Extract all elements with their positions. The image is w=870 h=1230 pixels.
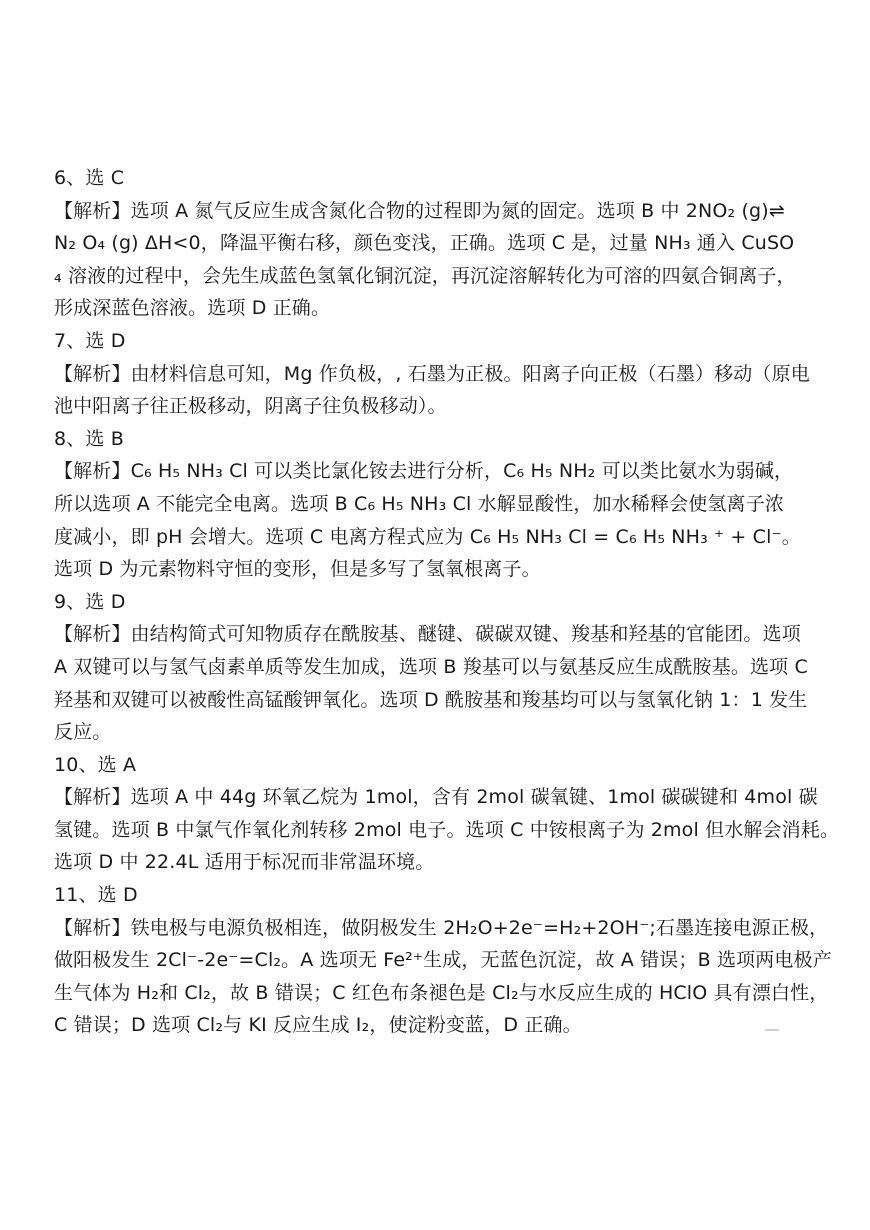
explanation-line: 【解析】铁电极与电源负极相连，做阴极发生 2H₂O+2e⁻=H₂+2OH⁻;石墨连接电源正极， — [54, 916, 829, 939]
question-11-answer: 11、选 D — [54, 884, 138, 907]
explanation-line: 【解析】选项 A 氮气反应生成含氮化合物的过程即为氮的固定。选项 B 中 2NO₂ (g)⇌ — [54, 199, 785, 222]
explanation-line: 生气体为 H₂和 Cl₂，故 B 错误；C 红色布条褪色是 Cl₂与水反应生成的 HClO 具有漂白性， — [54, 981, 829, 1004]
question-10-answer: 10、选 A — [54, 753, 137, 776]
explanation-line: 氢键。选项 B 中氯气作氧化剂转移 2mol 电子。选项 C 中铵根离子为 2mol 但水解会消耗。 — [54, 818, 840, 841]
explanation-line: 【解析】C₆ H₅ NH₃ Cl 可以类比氯化铵去进行分析，C₆ H₅ NH₂ 可以类比氨水为弱碱， — [54, 460, 794, 483]
explanation-line: 池中阳离子往正极移动，阴离子往负极移动）。 — [54, 395, 447, 418]
explanation-line: 选项 D 中 22.4L 适用于标况而非常温环境。 — [54, 851, 435, 874]
explanation-line: C 错误；D 选项 Cl₂与 KI 反应生成 I₂，使淀粉变蓝，D 正确。 — [54, 1014, 582, 1037]
explanation-line: 所以选项 A 不能完全电离。选项 B C₆ H₅ NH₃ Cl 水解显酸性，加水稀释会使氢离子浓 — [54, 492, 784, 515]
question-6-answer: 6、选 C — [54, 167, 125, 189]
explanation-line: 选项 D 为元素物料守恒的变形，但是多写了氢氧根离子。 — [54, 558, 541, 581]
explanation-line: 【解析】选项 A 中 44g 环氧乙烷为 1mol，含有 2mol 碳氧键、1mol 碳碳键和 4mol 碳 — [54, 786, 818, 809]
explanation-line: 【解析】由结构简式可知物质存在酰胺基、醚键、碳碳双键、羧基和羟基的官能团。选项 — [54, 623, 801, 646]
question-8-answer: 8、选 B — [54, 427, 124, 450]
explanation-line: 做阳极发生 2Cl⁻-2e⁻=Cl₂。A 选项无 Fe²⁺生成，无蓝色沉淀，故 A 错误；B 选项两电极产 — [54, 949, 832, 972]
explanation-line: ₄ 溶液的过程中，会先生成蓝色氢氧化铜沉淀，再沉淀溶解转化为可溶的四氨合铜离子， — [54, 264, 796, 287]
question-7-answer: 7、选 D — [54, 329, 126, 352]
explanation-line: A 双键可以与氢气卤素单质等发生加成，选项 B 羧基可以与氨基反应生成酰胺基。选项 C — [54, 655, 808, 678]
question-9-answer: 9、选 D — [54, 590, 126, 613]
scan-mark — [765, 1029, 779, 1031]
answer-explanations — [54, 162, 844, 1042]
explanation-line: 羟基和双键可以被酸性高锰酸钾氧化。选项 D 酰胺基和羧基均可以与氢氧化钠 1：1 发生 — [54, 688, 808, 711]
explanation-line: 形成深蓝色溶液。选项 D 正确。 — [54, 297, 331, 320]
explanation-line: 反应。 — [54, 721, 112, 744]
explanation-line: 【解析】由材料信息可知，Mg 作负极，, 石墨为正极。阳离子向正极（石墨）移动（原电 — [54, 362, 810, 385]
explanation-line: 度减小，即 pH 会增大。选项 C 电离方程式应为 C₆ H₅ NH₃ Cl = C₆ H₅ NH₃ ⁺ + Cl⁻。 — [54, 525, 801, 548]
explanation-line: N₂ O₄ (g) ΔH<0，降温平衡右移，颜色变浅，正确。选项 C 是，过量 NH₃ 通入 CuSO — [54, 232, 795, 255]
